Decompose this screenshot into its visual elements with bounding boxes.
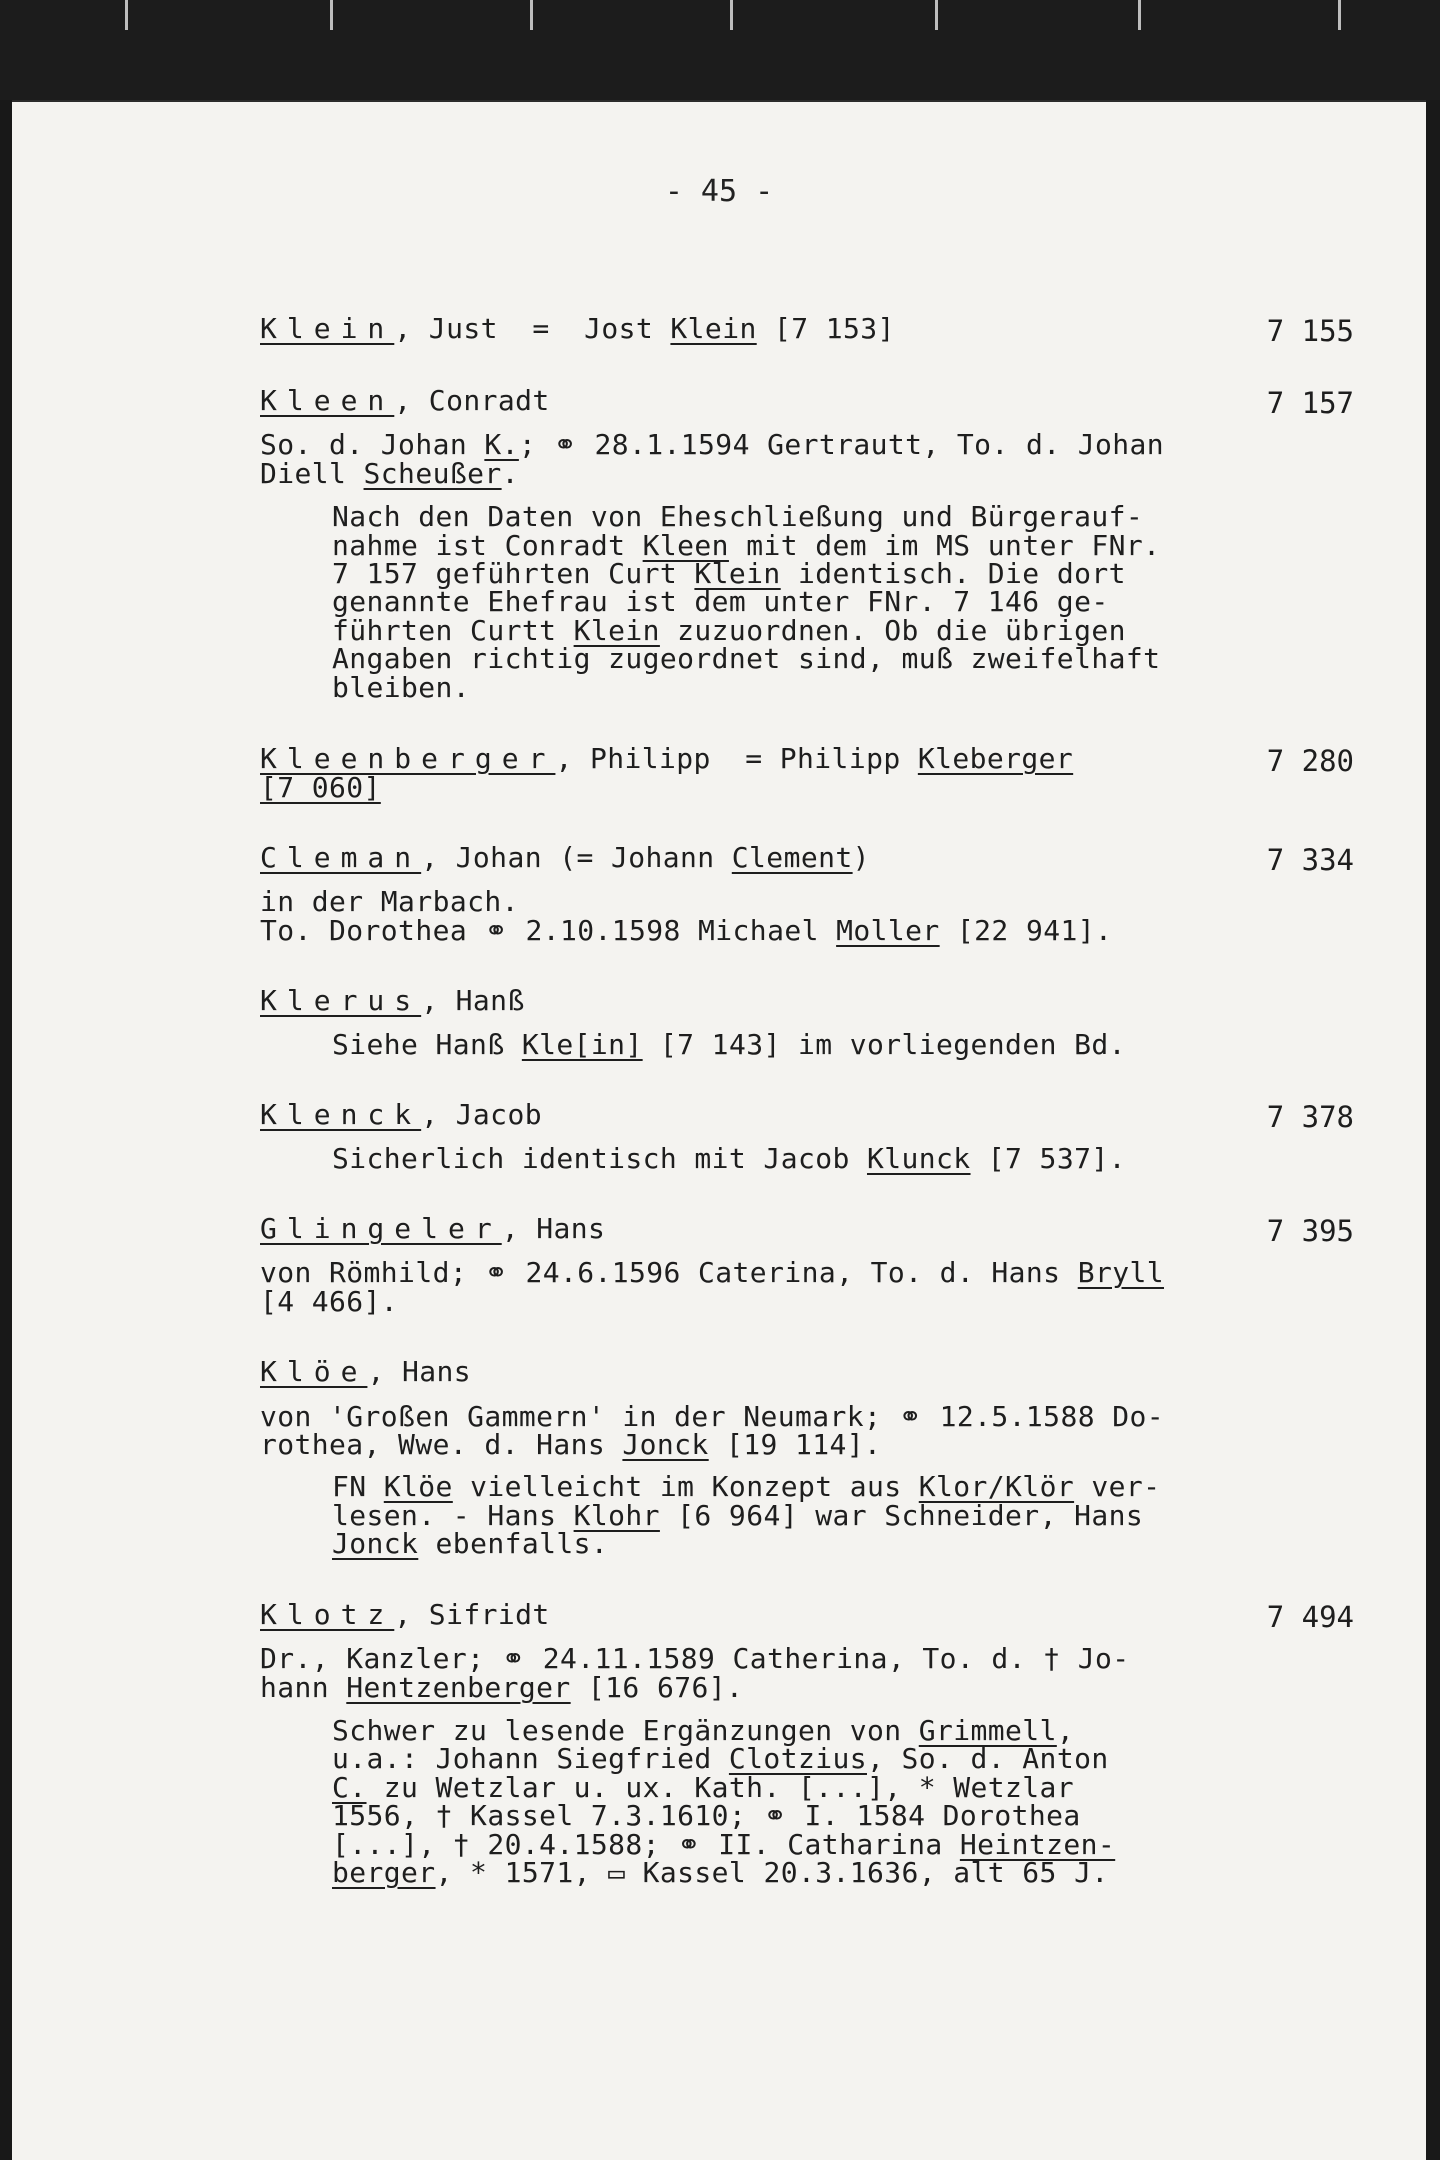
note-line: 1556, † Kassel 7.3.1610; ⚭ I. 1584 Dorothea — [332, 1799, 1081, 1832]
family-number: 7 395 — [1266, 1214, 1354, 1248]
surname: Klotz — [260, 1598, 395, 1631]
note-line: Schwer zu lesende Ergänzungen von Grimmell, — [332, 1714, 1075, 1747]
scan-tick-mark — [730, 0, 733, 30]
entry-klein-heading: Klein, Just = Jost Klein [7 153] — [260, 312, 895, 345]
entry-text-line: von 'Großen Gammern' in der Neumark; ⚭ 12.5.1588 Do- — [260, 1400, 1164, 1433]
note-line: Siehe Hanß Kle[in] [7 143] im vorliegenden Bd. — [332, 1028, 1126, 1061]
entry-kleenberger-heading: Kleenberger, Philipp = Philipp Kleberger — [260, 742, 1074, 775]
scan-tick-mark — [530, 0, 533, 30]
note-line: genannte Ehefrau ist dem unter FNr. 7 146 ge- — [332, 585, 1109, 618]
entry-klotz-heading: Klotz, Sifridt — [260, 1598, 550, 1631]
cross-reference-name: Kleberger — [917, 742, 1074, 775]
surname: Kleenberger — [260, 742, 556, 775]
scan-tick-mark — [1338, 0, 1341, 30]
surname: Klein — [260, 312, 395, 345]
note-line: führten Curtt Klein zuzuordnen. Ob die übrigen — [332, 614, 1126, 647]
entry-kleen-heading: Kleen, Conradt — [260, 384, 550, 417]
scan-tick-mark — [330, 0, 333, 30]
entry-text-line: von Römhild; ⚭ 24.6.1596 Caterina, To. d. Hans Bryll — [260, 1256, 1164, 1289]
entry-text-line: in der Marbach. — [260, 885, 519, 918]
entry-text-line: [4 466]. — [260, 1285, 399, 1318]
page-number: - 45 - — [664, 174, 774, 209]
surname: Cleman — [260, 841, 422, 874]
entry-text-line: hann Hentzenberger [16 676]. — [260, 1671, 744, 1704]
scan-right-edge — [1426, 100, 1440, 2160]
entry-glingeler-heading: Glingeler, Hans — [260, 1212, 606, 1245]
entry-text-line: To. Dorothea ⚭ 2.10.1598 Michael Moller [22 941]. — [260, 914, 1113, 947]
surname: Glingeler — [260, 1212, 502, 1245]
cross-reference-name: Clement — [731, 841, 853, 874]
family-number: 7 280 — [1266, 744, 1354, 778]
note-line: Nach den Daten von Eheschließung und Bürgerauf- — [332, 500, 1144, 533]
entry-klerus-heading: Klerus, Hanß — [260, 984, 525, 1017]
family-number: 7 378 — [1266, 1100, 1354, 1134]
scan-left-edge — [0, 100, 12, 2160]
entry-text-line: Diell Scheußer. — [260, 457, 519, 490]
note-line: nahme ist Conradt Kleen mit dem im MS unter FNr. — [332, 529, 1161, 562]
scan-top-strip — [0, 0, 1440, 100]
note-line: FN Klöe vielleicht im Konzept aus Klor/Klör ver- — [332, 1470, 1161, 1503]
entry-text-line: So. d. Johan K.; ⚭ 28.1.1594 Gertrautt, To. d. Johan — [260, 428, 1165, 461]
family-number: 7 334 — [1266, 843, 1354, 877]
family-number: 7 155 — [1266, 314, 1354, 348]
note-line: Jonck ebenfalls. — [332, 1527, 609, 1560]
note-line: 7 157 geführten Curt Klein identisch. Die dort — [332, 557, 1126, 590]
note-line: Angaben richtig zugeordnet sind, muß zweifelhaft — [332, 642, 1161, 675]
entry-text-line: [7 060] — [260, 771, 381, 804]
note-line: [...], † 20.4.1588; ⚭ II. Catharina Heintzen- — [332, 1828, 1116, 1861]
surname: Klöe — [260, 1355, 368, 1388]
family-number: 7 157 — [1266, 386, 1354, 420]
note-line: lesen. - Hans Klohr [6 964] war Schneider, Hans — [332, 1499, 1144, 1532]
family-number: 7 494 — [1266, 1600, 1354, 1634]
surname: Klenck — [260, 1098, 422, 1131]
scan-tick-mark — [1138, 0, 1141, 30]
surname: Klerus — [260, 984, 422, 1017]
note-line: Sicherlich identisch mit Jacob Klunck [7 537]. — [332, 1142, 1126, 1175]
cross-reference-name: Klein — [670, 312, 757, 345]
note-line: berger, * 1571, ▭ Kassel 20.3.1636, alt 65 J. — [332, 1856, 1109, 1889]
entry-text-line: Dr., Kanzler; ⚭ 24.11.1589 Catherina, To. d. † Jo- — [260, 1642, 1130, 1675]
note-line: bleiben. — [332, 671, 471, 704]
note-line: C. zu Wetzlar u. ux. Kath. [...], * Wetzlar — [332, 1771, 1075, 1804]
entry-cleman-heading: Cleman, Johan (= Johann Clement) — [260, 841, 870, 874]
entry-kloee-heading: Klöe, Hans — [260, 1355, 471, 1388]
entry-klenck-heading: Klenck, Jacob — [260, 1098, 542, 1131]
note-line: u.a.: Johann Siegfried Clotzius, So. d. Anton — [332, 1742, 1109, 1775]
entry-text-line: rothea, Wwe. d. Hans Jonck [19 114]. — [260, 1428, 882, 1461]
scan-tick-mark — [125, 0, 128, 30]
surname: Kleen — [260, 384, 395, 417]
document-page — [12, 102, 1426, 2160]
scan-tick-mark — [935, 0, 938, 30]
